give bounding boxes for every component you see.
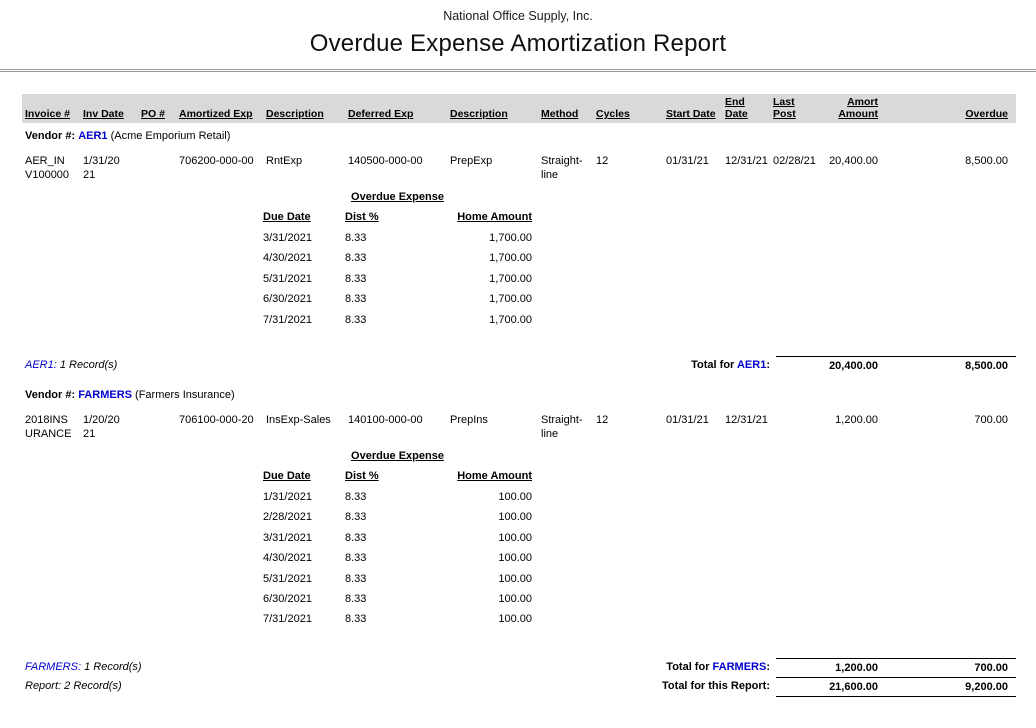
amortized-exp-account: 706200-000-00	[179, 155, 254, 167]
schedule-header-row	[263, 211, 532, 223]
sched-col-due-date: Due Date	[263, 211, 311, 223]
col-description-1: Description	[266, 108, 324, 120]
col-description-2: Description	[450, 108, 508, 120]
report-body	[22, 94, 1016, 697]
total-for-label: Total for	[691, 359, 735, 372]
schedule-row	[263, 507, 532, 527]
sched-col-due-date: Due Date	[263, 470, 311, 483]
schedule-row	[263, 528, 532, 548]
report-total-values	[776, 677, 1016, 697]
report-total-label: Total for this Report:	[662, 679, 770, 692]
invoice-row	[22, 413, 1016, 441]
sched-due-date: 4/30/2021	[263, 252, 312, 265]
po-number	[138, 154, 176, 182]
col-end-date: End Date	[725, 96, 748, 120]
amort-amount-value: 20,400.00	[829, 155, 878, 167]
amortization-method: Straight-line	[541, 155, 583, 181]
sched-due-date: 7/31/2021	[263, 313, 312, 326]
col-last-post: Last Post	[773, 96, 796, 120]
sched-due-date: 3/31/2021	[263, 232, 312, 244]
sched-dist: 8.33	[345, 293, 367, 306]
amortized-exp-description: RntExp	[266, 155, 303, 167]
colon: :	[766, 660, 770, 673]
schedule-row	[263, 487, 532, 507]
sched-due-date: 5/31/2021	[263, 272, 312, 285]
sched-due-date: 2/28/2021	[263, 511, 312, 524]
sched-amount: 1,700.00	[489, 272, 532, 285]
deferred-exp-description: PrepIns	[450, 414, 488, 427]
deferred-exp-description: PrepExp	[450, 155, 493, 167]
col-amortized-exp: Amortized Exp	[179, 108, 253, 120]
amortized-exp-account: 706100-000-20	[179, 414, 254, 427]
vendor-total-overdue: 8,500.00	[965, 360, 1008, 373]
schedule-row	[263, 248, 532, 268]
sched-dist: 8.33	[345, 272, 367, 285]
report-total-row	[22, 677, 1016, 697]
overdue-value: 700.00	[974, 414, 1008, 427]
vendor-total-values	[776, 658, 1016, 674]
vendor-total-code: AER1	[736, 359, 767, 372]
col-amort-amount	[820, 96, 881, 120]
col-cycles: Cycles	[596, 108, 630, 120]
sched-amount: 100.00	[498, 531, 532, 544]
sched-col-home-amount: Home Amount	[457, 470, 532, 483]
schedule-title: Overdue Expense	[351, 191, 444, 203]
vendor-total-row-farmers	[22, 658, 1016, 674]
sched-due-date: 5/31/2021	[263, 572, 312, 585]
invoice-number: 2018INSURANCE	[25, 414, 72, 441]
table-header-row	[22, 94, 1016, 123]
sched-dist: 8.33	[345, 572, 367, 585]
vendor-record-text: 1 Record(s)	[59, 359, 118, 372]
vendor-total-overdue: 700.00	[974, 661, 1008, 674]
total-for-label: Total for	[666, 660, 710, 673]
title-divider	[0, 69, 1036, 72]
schedule-header-row	[263, 470, 532, 482]
col-inv-date: Inv Date	[83, 108, 124, 120]
vendor-total-amort: 20,400.00	[829, 360, 878, 373]
sched-due-date: 6/30/2021	[263, 593, 312, 606]
deferred-exp-account: 140500-000-00	[348, 155, 423, 167]
vendor-record-count	[22, 356, 691, 371]
sched-dist: 8.33	[345, 511, 367, 524]
vendor-prefix-label: Vendor #:	[25, 130, 76, 142]
report-total-overdue: 9,200.00	[965, 680, 1008, 693]
sched-due-date: 4/30/2021	[263, 552, 312, 565]
sched-due-date: 1/31/2021	[263, 491, 312, 504]
end-date-value: 12/31/21	[725, 414, 768, 427]
schedule-row	[263, 289, 532, 309]
vendor-record-count	[22, 658, 666, 673]
invoice-date: 1/31/2021	[83, 155, 120, 181]
sched-due-date: 6/30/2021	[263, 293, 312, 306]
sched-amount: 100.00	[498, 593, 532, 606]
vendor-total-label	[666, 658, 776, 673]
sched-amount: 1,700.00	[489, 232, 532, 244]
amort-amount-value: 1,200.00	[835, 414, 878, 427]
deferred-exp-account: 140100-000-00	[348, 414, 423, 427]
sched-dist: 8.33	[345, 531, 367, 544]
col-start-date: Start Date	[666, 108, 716, 120]
sched-amount: 1,700.00	[489, 293, 532, 306]
vendor-total-row-aer1	[22, 356, 1016, 372]
overdue-expense-schedule	[263, 191, 532, 330]
company-name: National Office Supply, Inc.	[443, 9, 593, 23]
schedule-row	[263, 589, 532, 609]
vendor-record-text: 1 Record(s)	[84, 660, 142, 673]
start-date-value: 01/31/21	[666, 414, 709, 427]
amortized-exp-description: InsExp-Sales	[266, 414, 331, 427]
col-deferred-exp: Deferred Exp	[348, 108, 414, 120]
sched-amount: 100.00	[498, 511, 532, 524]
vendor-total-amort: 1,200.00	[835, 661, 878, 674]
invoice-number: AER_INV100000	[25, 155, 70, 181]
sched-amount: 100.00	[498, 552, 532, 565]
last-post-value: 02/28/21	[773, 155, 816, 167]
vendor-name-label: (Farmers Insurance)	[135, 389, 235, 402]
sched-due-date: 3/31/2021	[263, 531, 312, 544]
amortization-method: Straight-line	[541, 414, 583, 441]
sched-amount: 100.00	[498, 572, 532, 585]
sched-dist: 8.33	[345, 491, 367, 504]
sched-dist: 8.33	[345, 552, 367, 565]
end-date-value: 12/31/21	[725, 155, 768, 167]
sched-dist: 8.33	[345, 593, 367, 606]
vendor-total-values	[776, 356, 1016, 372]
sched-col-dist: Dist %	[345, 211, 379, 223]
col-invoice: Invoice #	[25, 108, 70, 120]
vendor-record-code: AER1:	[25, 359, 57, 372]
sched-amount: 100.00	[498, 613, 532, 626]
colon: :	[766, 359, 770, 372]
schedule-row	[263, 609, 532, 629]
col-overdue: Overdue	[965, 108, 1008, 120]
sched-col-home-amount: Home Amount	[457, 211, 532, 223]
vendor-code-link[interactable]: AER1	[78, 130, 108, 142]
col-method: Method	[541, 108, 579, 120]
report-record-text: 2 Record(s)	[64, 679, 122, 692]
cycles-value: 12	[596, 414, 609, 427]
vendor-total-label	[691, 356, 776, 371]
cycles-value: 12	[596, 155, 609, 167]
vendor-record-code: FARMERS:	[25, 660, 82, 673]
report-record-label: Report:	[25, 679, 62, 692]
overdue-expense-schedule	[263, 450, 532, 630]
sched-dist: 8.33	[345, 313, 367, 326]
schedule-row	[263, 310, 532, 330]
vendor-name-label: (Acme Emporium Retail)	[110, 130, 231, 142]
sched-dist: 8.33	[345, 613, 367, 626]
sched-amount: 1,700.00	[489, 313, 532, 326]
col-po: PO #	[141, 108, 165, 120]
sched-col-dist: Dist %	[345, 470, 379, 483]
schedule-row	[263, 548, 532, 568]
vendor-total-code: FARMERS	[712, 660, 767, 673]
schedule-title: Overdue Expense	[351, 450, 444, 463]
start-date-value: 01/31/21	[666, 155, 709, 167]
overdue-value: 8,500.00	[965, 155, 1008, 167]
schedule-row	[263, 269, 532, 289]
vendor-code-link[interactable]: FARMERS	[78, 389, 132, 402]
invoice-date: 1/20/2021	[83, 414, 120, 441]
schedule-row	[263, 228, 532, 248]
col-amort-line1: Amort	[847, 96, 878, 108]
sched-amount: 100.00	[498, 491, 532, 504]
col-amort-line2: Amount	[838, 108, 878, 120]
schedule-row	[263, 569, 532, 589]
sched-dist: 8.33	[345, 252, 367, 265]
sched-amount: 1,700.00	[489, 252, 532, 265]
sched-dist: 8.33	[345, 232, 367, 244]
last-post-value	[770, 413, 820, 441]
report-title: Overdue Expense Amortization Report	[309, 30, 727, 57]
vendor-heading-farmers	[22, 382, 1016, 405]
po-number	[138, 413, 176, 441]
vendor-heading-aer1	[22, 123, 1016, 146]
report-record-count	[22, 677, 662, 692]
sched-due-date: 7/31/2021	[263, 613, 312, 626]
report-total-amort: 21,600.00	[829, 680, 878, 693]
vendor-prefix-label: Vendor #:	[25, 389, 76, 402]
invoice-row	[22, 154, 1016, 182]
